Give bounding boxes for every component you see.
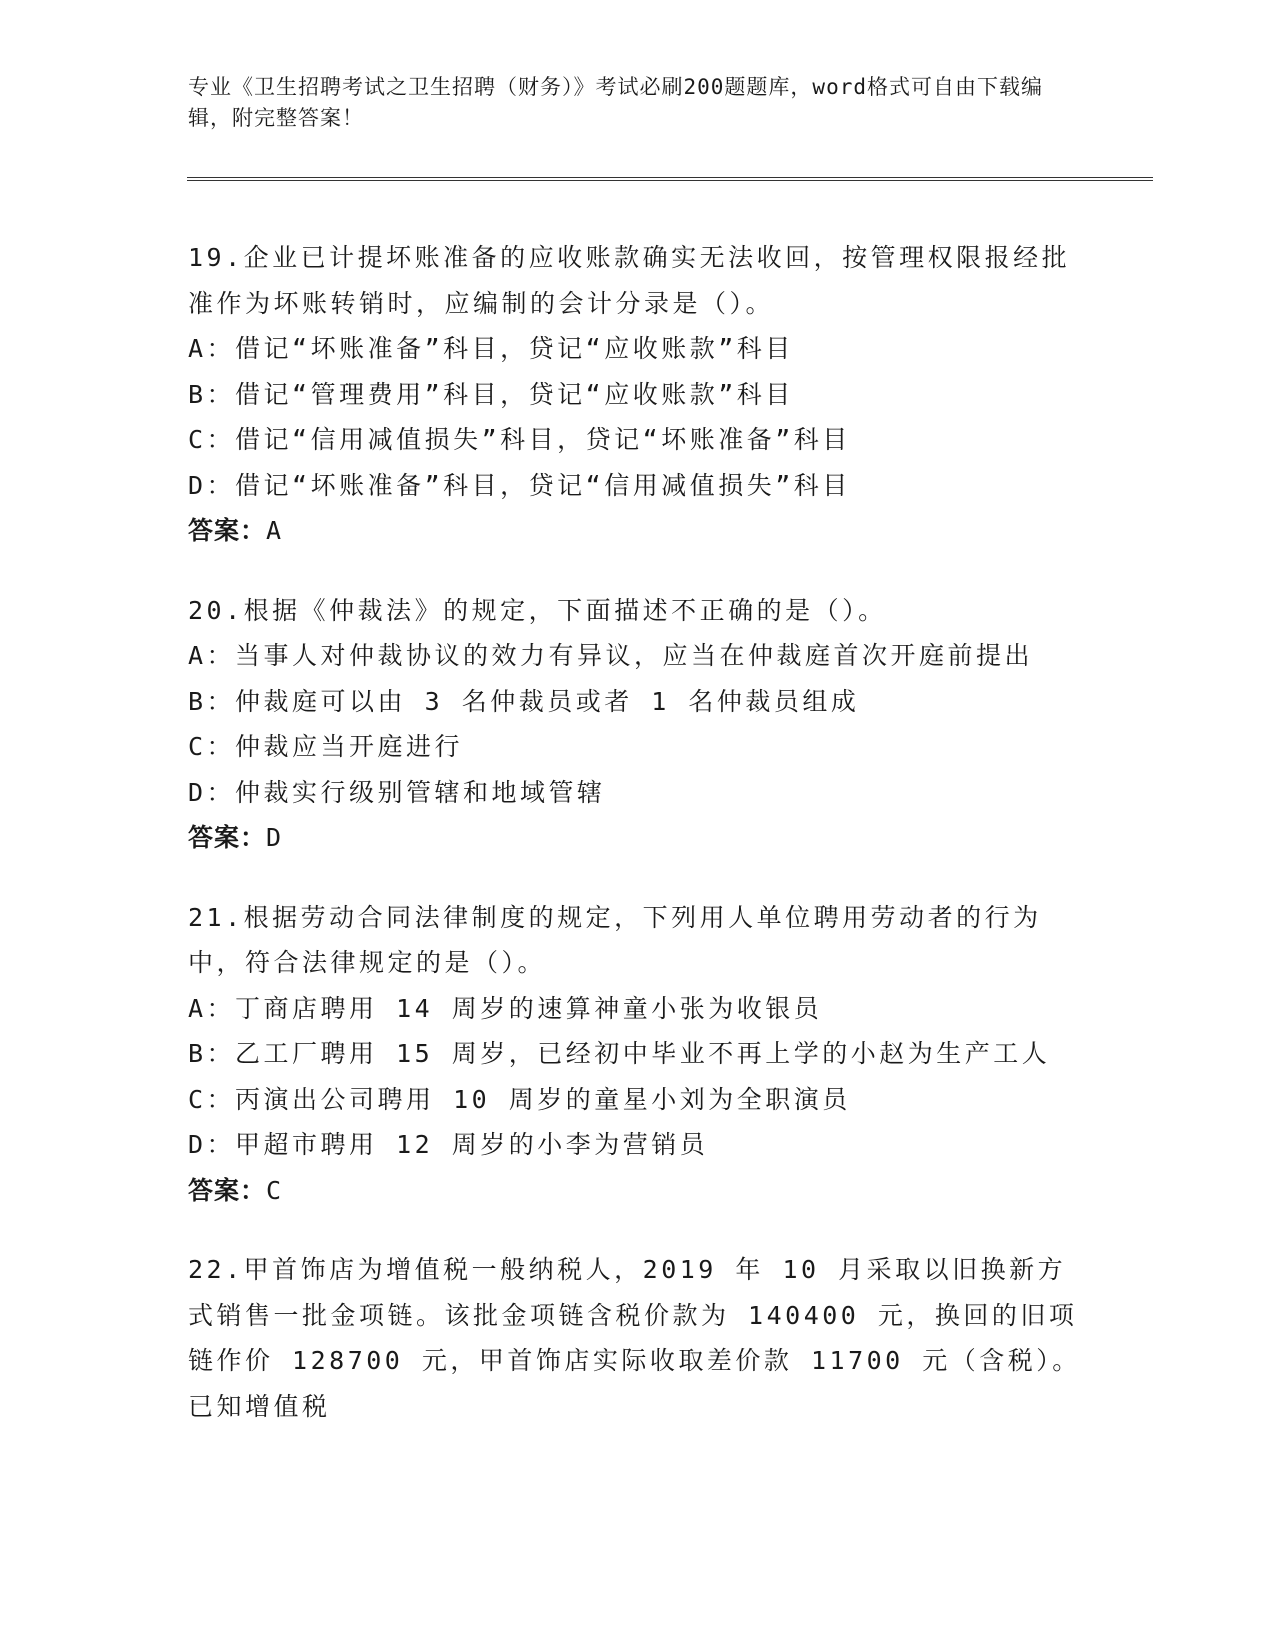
option-d: D：仲裁实行级别管辖和地域管辖 [188,777,606,807]
question-22 [188,1247,1088,1429]
question-stem: 19.企业已计提坏账准备的应收账款确实无法收回，按管理权限报经批准作为坏账转销时，应编制的会计分录是（）。 [188,243,1071,318]
question-19 [188,235,1088,554]
question-stem: 21.根据劳动合同法律制度的规定，下列用人单位聘用劳动者的行为中，符合法律规定的是（）。 [188,902,1042,977]
option-b: B：仲裁庭可以由 3 名仲裁员或者 1 名仲裁员组成 [188,686,860,716]
question-list [188,235,1088,1463]
document-header-text: 专业《卫生招聘考试之卫生招聘（财务）》考试必刷200题题库，word格式可自由下载编辑，附完整答案！ [188,75,1043,130]
answer-label: 答案： [188,823,267,852]
answer-value: A [266,516,283,545]
option-c: C：借记“信用减值损失”科目，贷记“坏账准备”科目 [188,425,851,454]
question-stem: 22.甲首饰店为增值税一般纳税人，2019 年 10 月采取以旧换新方式销售一批金项链。该批金项链含税价款为 140400 元，换回的旧项链作价 128700 元，甲首饰店实际收取差价款 11700 元（含税）。已知增值税 [188,1255,1081,1421]
answer-label: 答案： [188,516,267,545]
option-d: D：甲超市聘用 12 周岁的小李为营销员 [188,1130,709,1159]
option-a: A：丁商店聘用 14 周岁的速算神童小张为收银员 [188,993,823,1023]
option-a: A：借记“坏账准备”科目，贷记“应收账款”科目 [188,334,794,363]
answer-line [188,508,1088,554]
answer-value: D [266,823,283,852]
option-c: C：仲裁应当开庭进行 [188,732,464,761]
answer-line [188,1168,1088,1214]
option-b: B：乙工厂聘用 15 周岁，已经初中毕业不再上学的小赵为生产工人 [188,1039,1051,1068]
answer-label: 答案： [188,1175,267,1205]
answer-value: C [266,1175,283,1205]
answer-line [188,815,1088,861]
option-c: C：丙演出公司聘用 10 周岁的童星小刘为全职演员 [188,1084,851,1114]
header-divider [187,177,1153,181]
question-21 [188,895,1088,1214]
question-20 [188,588,1088,861]
question-stem: 20.根据《仲裁法》的规定，下面描述不正确的是（）。 [188,595,887,625]
document-header [188,72,1068,134]
option-b: B：借记“管理费用”科目，贷记“应收账款”科目 [188,379,794,409]
option-a: A：当事人对仲裁协议的效力有异议，应当在仲裁庭首次开庭前提出 [188,641,1034,670]
option-d: D：借记“坏账准备”科目，贷记“信用减值损失”科目 [188,470,851,500]
